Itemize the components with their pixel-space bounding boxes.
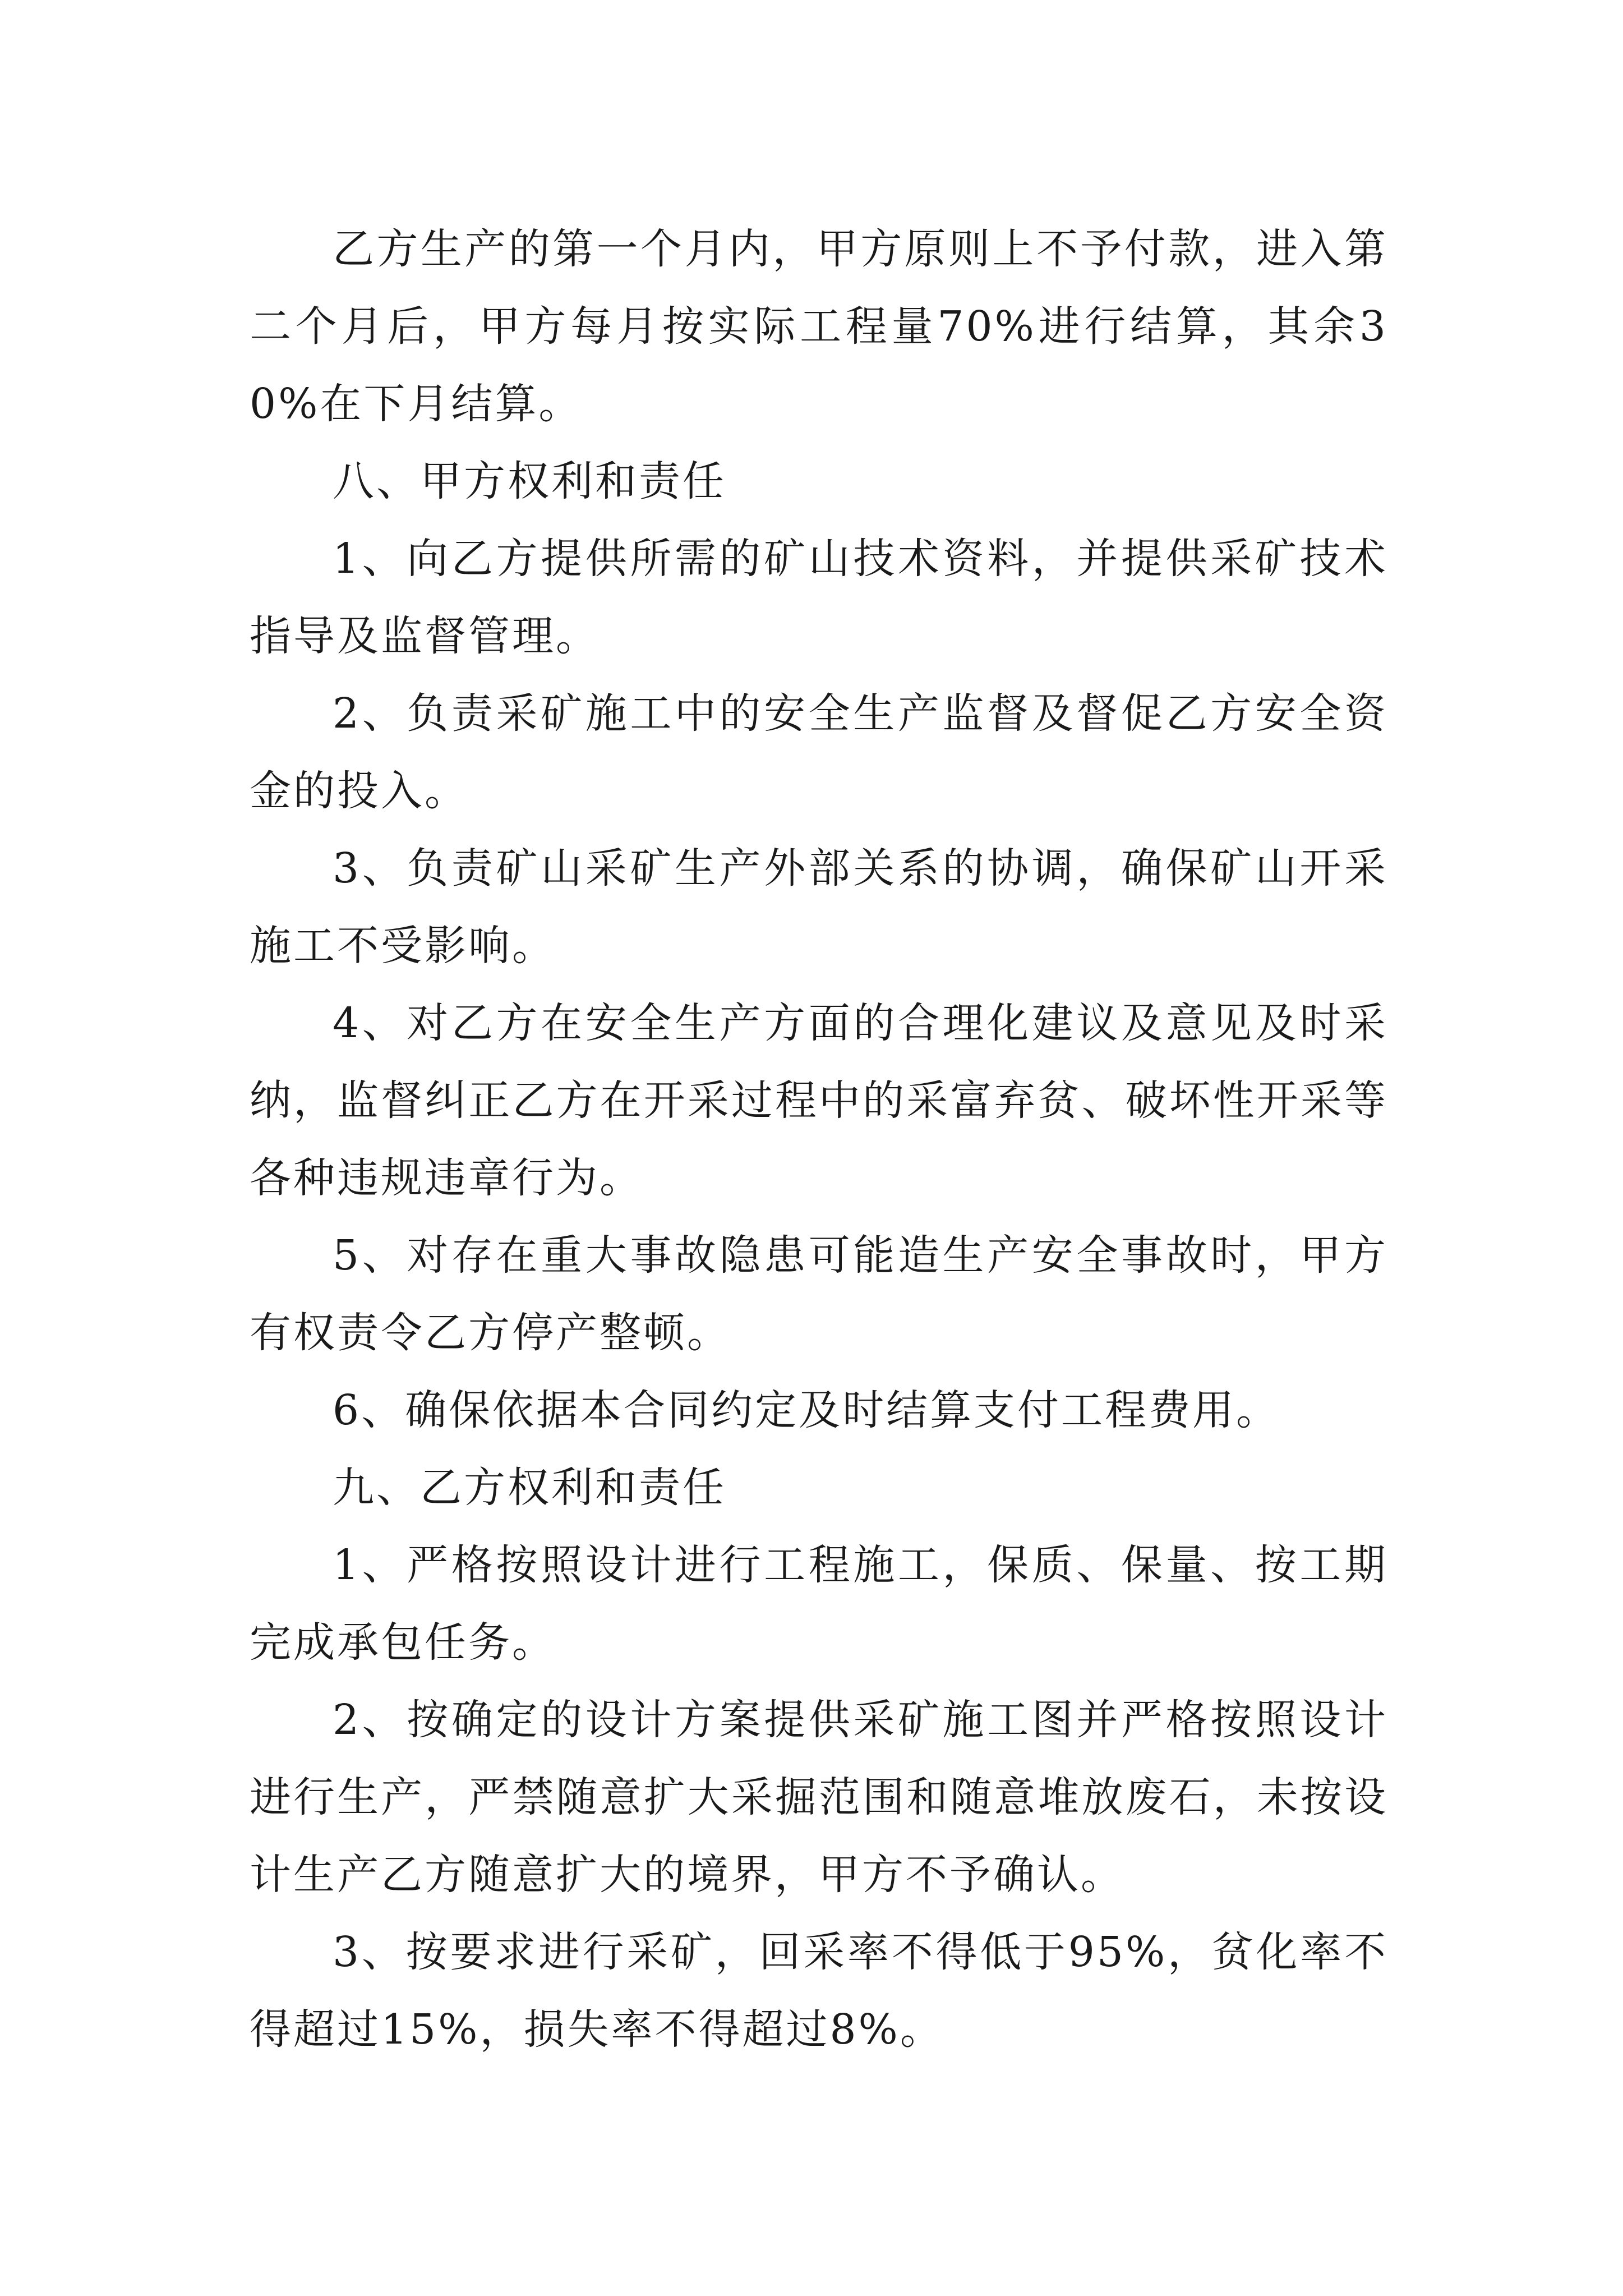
paragraph-party-b-item-2: 2、按确定的设计方案提供采矿施工图并严格按照设计进行生产，严禁随意扩大采掘范围和随意堆放废石，未按设计生产乙方随意扩大的境界，甲方不予确认。 [250, 1696, 1388, 1899]
document-body [250, 210, 1388, 2068]
section-heading-party-b: 九、乙方权利和责任 [333, 1464, 726, 1512]
paragraph-payment-terms: 乙方生产的第一个月内，甲方原则上不予付款，进入第二个月后，甲方每月按实际工程量70%进行结算，其余30%在下月结算。 [250, 225, 1388, 428]
paragraph-party-b-item-3: 3、按要求进行采矿，回采率不得低于95%，贫化率不得超过15%，损失率不得超过8%。 [250, 1928, 1388, 2054]
paragraph-party-a-item-5: 5、对存在重大事故隐患可能造生产安全事故时，甲方有权责令乙方停产整顿。 [250, 1231, 1388, 1357]
paragraph-party-b-item-1: 1、严格按照设计进行工程施工，保质、保量、按工期完成承包任务。 [250, 1541, 1388, 1667]
paragraph-party-a-item-1: 1、向乙方提供所需的矿山技术资料，并提供采矿技术指导及监督管理。 [250, 535, 1388, 660]
paragraph-party-a-item-3: 3、负责矿山采矿生产外部关系的协调，确保矿山开采施工不受影响。 [250, 844, 1388, 970]
section-heading-party-a: 八、甲方权利和责任 [333, 457, 726, 505]
paragraph-party-a-item-2: 2、负责采矿施工中的安全生产监督及督促乙方安全资金的投入。 [250, 689, 1388, 815]
paragraph-party-a-item-6: 6、确保依据本合同约定及时结算支付工程费用。 [333, 1386, 1280, 1434]
paragraph-party-a-item-4: 4、对乙方在安全生产方面的合理化建议及意见及时采纳，监督纠正乙方在开采过程中的采富弃贫、破坏性开采等各种违规违章行为。 [250, 999, 1388, 1202]
